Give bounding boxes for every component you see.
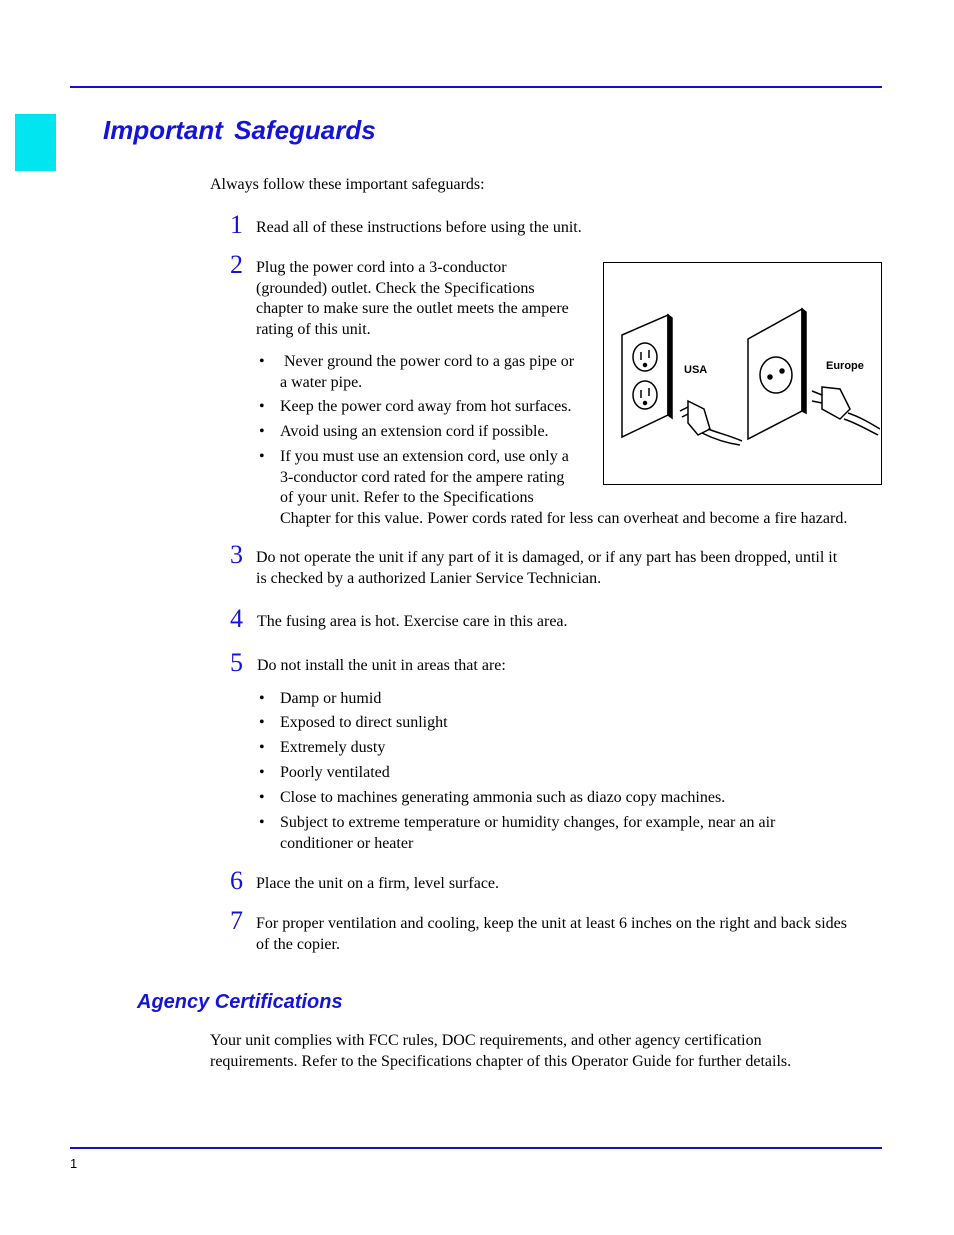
bullet-icon: • — [259, 789, 265, 806]
bullet-icon: • — [259, 714, 265, 731]
step-number: 5 — [230, 648, 243, 677]
section-heading: Agency Certifications — [137, 991, 343, 1013]
step-text: Place the unit on a firm, level surface. — [256, 875, 500, 892]
bullet-icon: • — [259, 353, 265, 370]
step-text: Plug the power cord into a 3-conductor (grounded) outlet. Check the Specifications chapter to make sure the outlet meets the ampere rating of this unit. — [256, 259, 569, 338]
page-number: 1 — [70, 1156, 78, 1171]
step-number: 2 — [230, 250, 243, 279]
europe-plug-icon — [812, 387, 880, 435]
step-text: Do not install the unit in areas that are: — [257, 657, 506, 674]
list-item: • Avoid using an extension cord if possible. — [280, 422, 549, 443]
step-text: For proper ventilation and cooling, keep the unit at least 6 inches on the right and back sides of the copier. — [256, 915, 847, 953]
step-number: 6 — [230, 866, 243, 895]
step-text: The fusing area is hot. Exercise care in this area. — [257, 613, 568, 630]
outlet-figure — [603, 262, 882, 485]
list-item: • Keep the power cord away from hot surfaces. — [280, 397, 571, 418]
step-number: 4 — [230, 604, 243, 633]
bullet-icon: • — [259, 398, 265, 415]
list-item: • Exposed to direct sunlight — [280, 713, 448, 734]
bullet-icon: • — [259, 764, 265, 781]
intro-text: Always follow these important safeguards: — [210, 176, 485, 193]
bullet-icon: • — [259, 690, 265, 707]
bullet-icon: • — [259, 739, 265, 756]
step-text: Do not operate the unit if any part of it is damaged, or if any part has been dropped, until it is checked by a authorized Lanier Service Technician. — [256, 549, 838, 587]
usa-plug-icon — [680, 401, 742, 445]
bottom-rule — [70, 1147, 882, 1149]
list-item: • Subject to extreme temperature or humidity changes, for example, near an air conditioner or heater — [259, 814, 776, 852]
section-tab-marker — [15, 114, 56, 171]
list-item: • Extremely dusty — [280, 738, 385, 759]
list-item: • Close to machines generating ammonia such as diazo copy machines. — [280, 788, 725, 809]
bullet-icon: • — [259, 423, 265, 440]
list-item: • Damp or humid — [280, 689, 381, 710]
usa-outlet-icon — [622, 315, 672, 437]
step-number: 7 — [230, 906, 243, 935]
outlet-illustration — [604, 263, 880, 483]
top-rule — [70, 86, 882, 88]
page-title: Important Safeguards — [103, 115, 376, 145]
bullet-icon: • — [259, 448, 265, 465]
step-number: 1 — [230, 210, 243, 239]
figure-label-usa: USA — [684, 364, 708, 376]
list-item: • If you must use an extension cord, use only a 3-conductor cord rated for the ampere rating of your unit. Refer to the Specifications Chapter for this value. Power cords rated for less can overheat and become a fire hazard. — [259, 448, 848, 527]
step-number: 3 — [230, 540, 243, 569]
europe-outlet-icon — [748, 309, 806, 439]
list-item: • Never ground the power cord to a gas pipe or a water pipe. — [259, 353, 575, 391]
list-item: • Poorly ventilated — [280, 763, 390, 784]
agency-text: Your unit complies with FCC rules, DOC requirements, and other agency certification requirements. Refer to the Specifications chapter of this Operator Guide for further details. — [210, 1032, 792, 1070]
step-text: Read all of these instructions before using the unit. — [256, 219, 582, 236]
bullet-icon: • — [259, 814, 265, 831]
figure-label-europe: Europe — [826, 360, 864, 372]
